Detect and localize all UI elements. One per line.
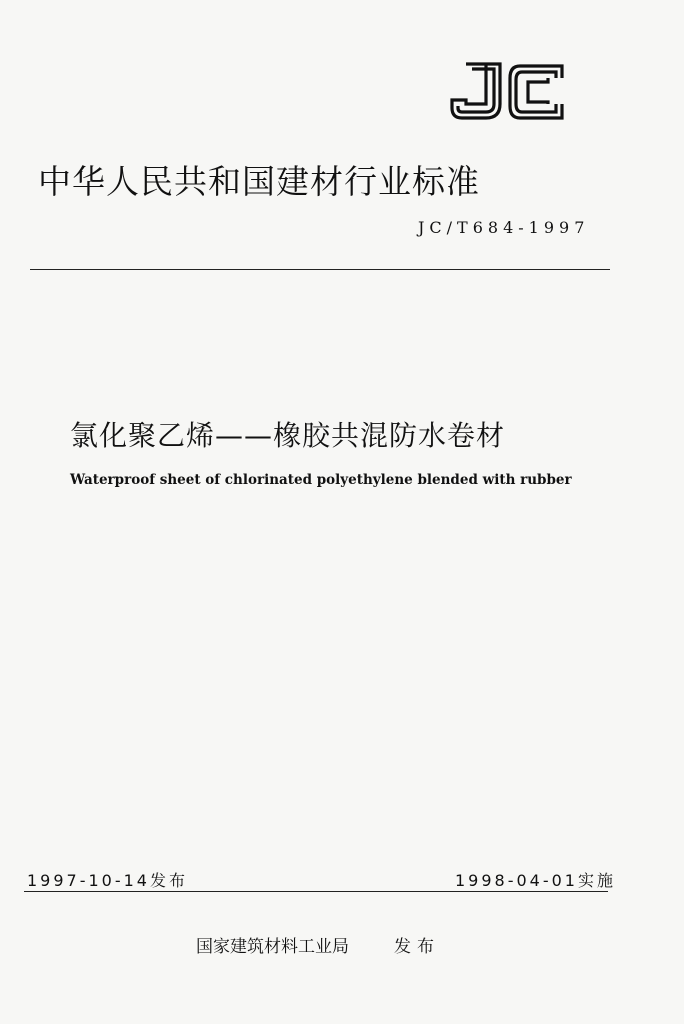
publish-label: 发布 (394, 937, 440, 957)
implementation-date: 1998-04-01实施 (455, 871, 616, 890)
document-title: 氯化聚乙烯——橡胶共混防水卷材 (70, 419, 506, 452)
org-title: 中华人民共和国建材行业标准 (38, 162, 480, 201)
issue-date: 1997-10-14发布 (27, 871, 188, 890)
jc-logo-graphic (448, 60, 568, 122)
standard-number: JC/T684-1997 (418, 218, 590, 237)
footer-divider (24, 891, 608, 892)
document-title-english: Waterproof sheet of chlorinated polyethylene blended with rubber (70, 472, 572, 488)
header-divider (30, 269, 610, 270)
jc-logo (448, 60, 568, 122)
publisher: 国家建筑材料工业局 (196, 937, 349, 957)
